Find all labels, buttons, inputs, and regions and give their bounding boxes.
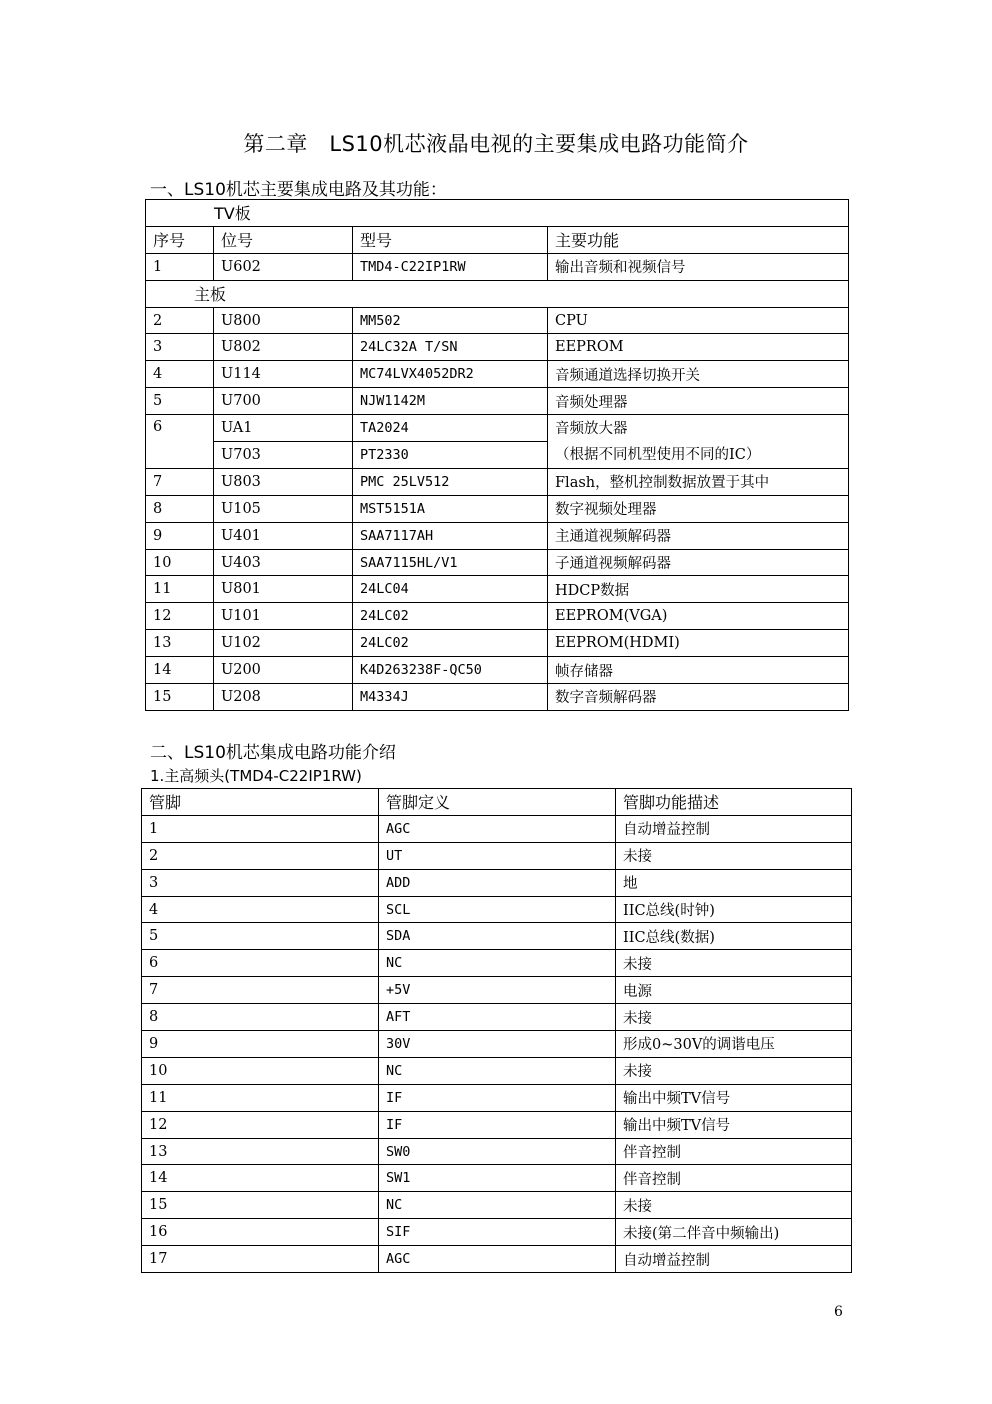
table-row — [142, 1192, 852, 1219]
cell-pos: UA1 — [214, 415, 353, 442]
cell-description: 形成0~30V的调谐电压 — [616, 1031, 852, 1058]
cell-no: 15 — [146, 684, 214, 711]
cell-description: IIC总线(时钟) — [616, 896, 852, 923]
tv-board-row — [146, 200, 849, 227]
cell-model: SAA7115HL/V1 — [353, 549, 548, 576]
table-header-row — [146, 226, 849, 253]
cell-description: 未接 — [616, 1057, 852, 1084]
cell-description: 未接(第二伴音中频输出) — [616, 1219, 852, 1246]
table-row — [146, 576, 849, 603]
table-row — [146, 415, 849, 442]
table-header-row — [142, 789, 852, 816]
cell-definition: SCL — [379, 896, 616, 923]
cell-function: Flash，整机控制数据放置于其中 — [548, 468, 849, 495]
table-row — [142, 1165, 852, 1192]
cell-definition: UT — [379, 842, 616, 869]
cell-definition: IF — [379, 1084, 616, 1111]
cell-definition: +5V — [379, 977, 616, 1004]
section2-subheading: 1.主高频头(TMD4-C22IP1RW) — [150, 767, 362, 785]
cell-no: 2 — [146, 307, 214, 334]
cell-no: 4 — [146, 361, 214, 388]
cell-pos: U114 — [214, 361, 353, 388]
table-row — [142, 1057, 852, 1084]
cell-no: 9 — [146, 522, 214, 549]
cell-function: CPU — [548, 307, 849, 334]
cell-pin: 6 — [142, 950, 379, 977]
ic-function-table-body — [146, 200, 849, 711]
table-row — [142, 815, 852, 842]
table-row — [146, 630, 849, 657]
cell-definition: 30V — [379, 1031, 616, 1058]
table-row — [146, 549, 849, 576]
col-header-model: 型号 — [353, 226, 548, 253]
table-row — [142, 923, 852, 950]
cell-definition: IF — [379, 1111, 616, 1138]
col-header-definition: 管脚定义 — [379, 789, 616, 816]
table-row — [142, 977, 852, 1004]
cell-pin: 12 — [142, 1111, 379, 1138]
cell-model: K4D263238F-QC50 — [353, 657, 548, 684]
table-row — [142, 1084, 852, 1111]
tv-board-label: TV板 — [146, 200, 849, 227]
cell-no: 12 — [146, 603, 214, 630]
cell-no: 14 — [146, 657, 214, 684]
table-row — [146, 495, 849, 522]
cell-function: 数字音频解码器 — [548, 684, 849, 711]
cell-definition: ADD — [379, 869, 616, 896]
cell-pin: 5 — [142, 923, 379, 950]
cell-pin: 4 — [142, 896, 379, 923]
cell-model: MST5151A — [353, 495, 548, 522]
cell-description: 未接 — [616, 950, 852, 977]
cell-function: 音频处理器 — [548, 388, 849, 415]
cell-pin: 15 — [142, 1192, 379, 1219]
section1-heading: 一、LS10机芯主要集成电路及其功能： — [150, 180, 447, 200]
cell-function: 数字视频处理器 — [548, 495, 849, 522]
cell-pin: 13 — [142, 1138, 379, 1165]
cell-no: 3 — [146, 334, 214, 361]
cell-function-line1: 音频放大器 — [555, 420, 628, 437]
cell-model: M4334J — [353, 684, 548, 711]
cell-description: 未接 — [616, 1192, 852, 1219]
table-row — [146, 522, 849, 549]
table-row — [142, 896, 852, 923]
cell-definition: AGC — [379, 1246, 616, 1273]
table-row — [142, 1219, 852, 1246]
cell-definition: SW1 — [379, 1165, 616, 1192]
cell-function — [548, 415, 849, 469]
table-row — [146, 657, 849, 684]
table-row — [146, 388, 849, 415]
cell-function: 输出音频和视频信号 — [548, 253, 849, 280]
cell-function: 子通道视频解码器 — [548, 549, 849, 576]
cell-pos: U700 — [214, 388, 353, 415]
cell-function: 帧存储器 — [548, 657, 849, 684]
col-header-description: 管脚功能描述 — [616, 789, 852, 816]
cell-description: 电源 — [616, 977, 852, 1004]
table-row — [142, 1246, 852, 1273]
cell-model: PT2330 — [353, 442, 548, 469]
cell-pos: U101 — [214, 603, 353, 630]
cell-pin: 3 — [142, 869, 379, 896]
cell-definition: SDA — [379, 923, 616, 950]
cell-description: 输出中频TV信号 — [616, 1111, 852, 1138]
col-header-function: 主要功能 — [548, 226, 849, 253]
cell-pos: U802 — [214, 334, 353, 361]
cell-function-line2: （根据不同机型使用不同的IC） — [555, 446, 761, 463]
table-row — [146, 361, 849, 388]
cell-pin: 11 — [142, 1084, 379, 1111]
cell-pos: U703 — [214, 442, 353, 469]
cell-definition: AFT — [379, 1004, 616, 1031]
table-row — [142, 950, 852, 977]
table-row — [146, 684, 849, 711]
cell-pos: U602 — [214, 253, 353, 280]
cell-model: SAA7117AH — [353, 522, 548, 549]
cell-pos: U801 — [214, 576, 353, 603]
table-row — [142, 1031, 852, 1058]
cell-pos: U102 — [214, 630, 353, 657]
cell-definition: SIF — [379, 1219, 616, 1246]
cell-description: 伴音控制 — [616, 1165, 852, 1192]
cell-model: MC74LVX4052DR2 — [353, 361, 548, 388]
cell-model: 24LC32A T/SN — [353, 334, 548, 361]
cell-no: 11 — [146, 576, 214, 603]
table-row — [142, 1111, 852, 1138]
cell-no: 1 — [146, 253, 214, 280]
table-row — [142, 1004, 852, 1031]
cell-model: TA2024 — [353, 415, 548, 442]
cell-pin: 1 — [142, 815, 379, 842]
cell-pin: 9 — [142, 1031, 379, 1058]
cell-pos: U800 — [214, 307, 353, 334]
cell-description: 未接 — [616, 842, 852, 869]
cell-definition: AGC — [379, 815, 616, 842]
table-row — [146, 253, 849, 280]
table-row — [142, 869, 852, 896]
cell-function: EEPROM(VGA) — [548, 603, 849, 630]
table-row — [146, 307, 849, 334]
cell-pin: 10 — [142, 1057, 379, 1084]
table-row — [142, 842, 852, 869]
tuner-pin-table-body — [142, 789, 852, 1273]
cell-description: 自动增益控制 — [616, 1246, 852, 1273]
cell-function: HDCP数据 — [548, 576, 849, 603]
cell-description: 地 — [616, 869, 852, 896]
cell-function: 音频通道选择切换开关 — [548, 361, 849, 388]
cell-no: 10 — [146, 549, 214, 576]
cell-pin: 2 — [142, 842, 379, 869]
tuner-pin-table — [141, 788, 852, 1273]
cell-pin: 7 — [142, 977, 379, 1004]
cell-function: 主通道视频解码器 — [548, 522, 849, 549]
cell-model: 24LC02 — [353, 630, 548, 657]
table-row — [146, 334, 849, 361]
main-board-label: 主板 — [146, 280, 849, 307]
cell-model: 24LC04 — [353, 576, 548, 603]
cell-definition: NC — [379, 950, 616, 977]
page-number: 6 — [834, 1304, 843, 1320]
cell-pin: 17 — [142, 1246, 379, 1273]
cell-no: 8 — [146, 495, 214, 522]
cell-description: 伴音控制 — [616, 1138, 852, 1165]
cell-description: 自动增益控制 — [616, 815, 852, 842]
section2-heading: 二、LS10机芯集成电路功能介绍 — [150, 743, 396, 763]
cell-pin: 8 — [142, 1004, 379, 1031]
table-row — [146, 603, 849, 630]
cell-no: 6 — [146, 415, 214, 469]
cell-function: EEPROM(HDMI) — [548, 630, 849, 657]
cell-function: EEPROM — [548, 334, 849, 361]
cell-definition: NC — [379, 1057, 616, 1084]
cell-model: MM502 — [353, 307, 548, 334]
ic-function-table — [145, 199, 849, 711]
cell-no: 5 — [146, 388, 214, 415]
cell-pos: U208 — [214, 684, 353, 711]
page-title: 第二章 LS10机芯液晶电视的主要集成电路功能简介 — [243, 132, 749, 156]
cell-pos: U803 — [214, 468, 353, 495]
cell-pos: U401 — [214, 522, 353, 549]
col-header-no: 序号 — [146, 226, 214, 253]
table-row — [142, 1138, 852, 1165]
cell-pin: 16 — [142, 1219, 379, 1246]
cell-pos: U403 — [214, 549, 353, 576]
main-board-row — [146, 280, 849, 307]
cell-description: 未接 — [616, 1004, 852, 1031]
cell-description: 输出中频TV信号 — [616, 1084, 852, 1111]
cell-model: TMD4-C22IP1RW — [353, 253, 548, 280]
cell-no: 13 — [146, 630, 214, 657]
cell-definition: SW0 — [379, 1138, 616, 1165]
cell-definition: NC — [379, 1192, 616, 1219]
cell-pin: 14 — [142, 1165, 379, 1192]
cell-model: 24LC02 — [353, 603, 548, 630]
cell-description: IIC总线(数据) — [616, 923, 852, 950]
cell-pos: U200 — [214, 657, 353, 684]
table-row — [146, 468, 849, 495]
cell-pos: U105 — [214, 495, 353, 522]
col-header-pos: 位号 — [214, 226, 353, 253]
cell-model: PMC 25LV512 — [353, 468, 548, 495]
cell-no: 7 — [146, 468, 214, 495]
col-header-pin: 管脚 — [142, 789, 379, 816]
cell-model: NJW1142M — [353, 388, 548, 415]
